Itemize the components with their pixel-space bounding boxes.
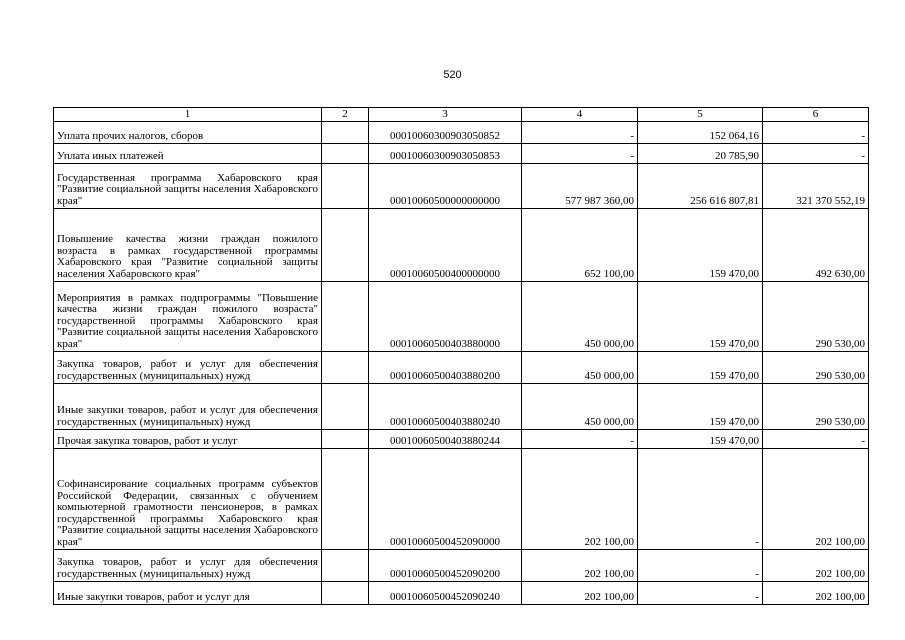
row-value-4: 450 000,00 [522, 282, 638, 352]
row-col2 [322, 164, 369, 209]
row-value-6: 290 530,00 [763, 352, 869, 384]
row-value-5: 159 470,00 [638, 352, 763, 384]
row-value-4: 202 100,00 [522, 449, 638, 550]
table-row [54, 430, 869, 449]
column-header: 2 [322, 108, 369, 122]
row-col2 [322, 209, 369, 282]
table-row [54, 449, 869, 550]
row-value-6: 202 100,00 [763, 449, 869, 550]
column-header: 4 [522, 108, 638, 122]
column-header: 1 [54, 108, 322, 122]
row-value-4: 450 000,00 [522, 384, 638, 430]
row-value-6: - [763, 144, 869, 164]
row-value-6: 202 100,00 [763, 582, 869, 605]
table-row [54, 209, 869, 282]
row-name: Софинансирование социальных программ субъектов Российской Федерации, связанных с обучением компьютерной грамотности пенсионеров, в рамках государственной программы Хабаровского края "Развитие социальной защиты населения Хабаровского края" [54, 449, 322, 550]
row-name: Повышение качества жизни граждан пожилого возраста в рамках государственной программы Хабаровского края "Развитие социальной защиты населения Хабаровского края" [54, 209, 322, 282]
row-name: Иные закупки товаров, работ и услуг для обеспечения государственных (муниципальных) нужд [54, 384, 322, 430]
row-col2 [322, 430, 369, 449]
row-value-5: 256 616 807,81 [638, 164, 763, 209]
row-col2 [322, 352, 369, 384]
row-code: 00010060500452090000 [369, 449, 522, 550]
table-row [54, 122, 869, 144]
row-value-6: - [763, 430, 869, 449]
row-value-6: 202 100,00 [763, 550, 869, 582]
column-header: 5 [638, 108, 763, 122]
row-value-4: - [522, 430, 638, 449]
row-col2 [322, 144, 369, 164]
row-value-6: 492 630,00 [763, 209, 869, 282]
row-code: 00010060500403880244 [369, 430, 522, 449]
row-code: 00010060500400000000 [369, 209, 522, 282]
row-col2 [322, 122, 369, 144]
row-value-5: 20 785,90 [638, 144, 763, 164]
row-value-4: - [522, 144, 638, 164]
row-value-6: 290 530,00 [763, 384, 869, 430]
header-row [54, 108, 869, 122]
row-name: Государственная программа Хабаровского края "Развитие социальной защиты населения Хабаровского края" [54, 164, 322, 209]
table-row [54, 352, 869, 384]
row-name: Прочая закупка товаров, работ и услуг [54, 430, 322, 449]
row-value-6: - [763, 122, 869, 144]
row-value-4: 652 100,00 [522, 209, 638, 282]
row-value-5: - [638, 550, 763, 582]
row-value-4: 450 000,00 [522, 352, 638, 384]
budget-table [53, 107, 869, 605]
row-code: 00010060500452090240 [369, 582, 522, 605]
row-value-6: 290 530,00 [763, 282, 869, 352]
row-name: Мероприятия в рамках подпрограммы "Повышение качества жизни граждан пожилого возраста" государственной программы Хабаровского края "Развитие социальной защиты населения Хабаровского края" [54, 282, 322, 352]
row-value-4: 577 987 360,00 [522, 164, 638, 209]
row-name: Иные закупки товаров, работ и услуг для [54, 582, 322, 605]
column-header: 3 [369, 108, 522, 122]
row-col2 [322, 282, 369, 352]
row-value-5: 159 470,00 [638, 209, 763, 282]
row-col2 [322, 550, 369, 582]
row-col2 [322, 582, 369, 605]
table-row [54, 144, 869, 164]
row-value-5: 159 470,00 [638, 430, 763, 449]
table-row [54, 282, 869, 352]
row-code: 00010060500403880000 [369, 282, 522, 352]
row-code: 00010060500000000000 [369, 164, 522, 209]
row-code: 00010060500403880200 [369, 352, 522, 384]
row-value-4: 202 100,00 [522, 582, 638, 605]
row-value-6: 321 370 552,19 [763, 164, 869, 209]
table-row [54, 164, 869, 209]
row-value-5: 152 064,16 [638, 122, 763, 144]
row-value-5: 159 470,00 [638, 384, 763, 430]
row-name: Закупка товаров, работ и услуг для обеспечения государственных (муниципальных) нужд [54, 550, 322, 582]
column-header: 6 [763, 108, 869, 122]
row-value-4: 202 100,00 [522, 550, 638, 582]
row-value-5: 159 470,00 [638, 282, 763, 352]
row-code: 00010060500452090200 [369, 550, 522, 582]
row-value-4: - [522, 122, 638, 144]
table-row [54, 384, 869, 430]
table-row [54, 582, 869, 605]
row-value-5: - [638, 449, 763, 550]
row-name: Закупка товаров, работ и услуг для обеспечения государственных (муниципальных) нужд [54, 352, 322, 384]
row-col2 [322, 384, 369, 430]
row-name: Уплата иных платежей [54, 144, 322, 164]
table-row [54, 550, 869, 582]
row-col2 [322, 449, 369, 550]
row-value-5: - [638, 582, 763, 605]
page-number: 520 [443, 69, 462, 81]
row-code: 00010060300903050853 [369, 144, 522, 164]
row-name: Уплата прочих налогов, сборов [54, 122, 322, 144]
row-code: 00010060300903050852 [369, 122, 522, 144]
row-code: 00010060500403880240 [369, 384, 522, 430]
